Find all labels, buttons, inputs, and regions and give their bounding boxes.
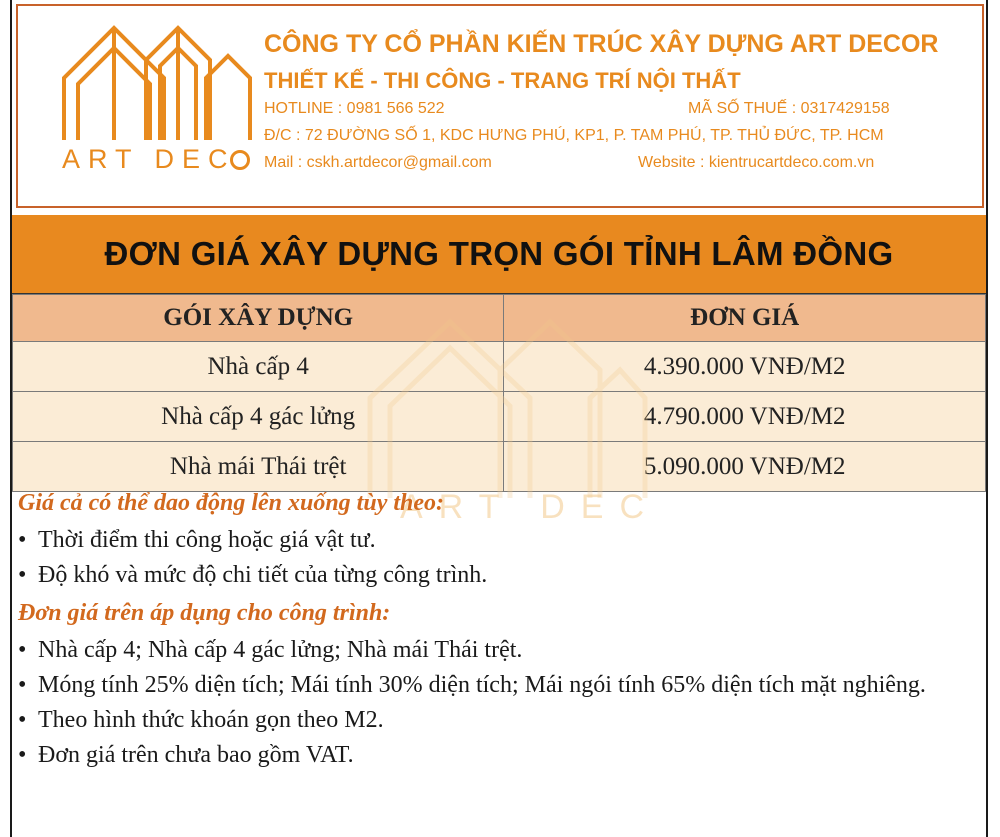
company-header bbox=[16, 4, 984, 208]
list-item: • Nhà cấp 4; Nhà cấp 4 gác lửng; Nhà mái Thái trệt. bbox=[18, 634, 978, 667]
list-item: • Thời điểm thi công hoặc giá vật tư. bbox=[18, 524, 978, 557]
list-item: • Theo hình thức khoán gọn theo M2. bbox=[18, 704, 978, 737]
price-table bbox=[12, 294, 986, 492]
bullet: • bbox=[18, 562, 27, 588]
logo-o-mark-icon bbox=[230, 150, 250, 170]
note-heading-applies-to: Đơn giá trên áp dụng cho công trình: bbox=[18, 600, 391, 626]
watermark-text: ART DEC bbox=[400, 488, 661, 526]
list-item: • Móng tính 25% diện tích; Mái tính 30% diện tích; Mái ngói tính 65% diện tích mặt nghiêng. bbox=[18, 669, 978, 702]
bullet: • bbox=[18, 527, 27, 553]
address: Đ/C : 72 ĐƯỜNG SỐ 1, KDC HƯNG PHÚ, KP1, P. TAM PHÚ, TP. THỦ ĐỨC, TP. HCM bbox=[264, 127, 884, 144]
email: Mail : cskh.artdecor@gmail.com bbox=[264, 154, 492, 171]
bullet: • bbox=[18, 672, 27, 698]
price-cell: 4.790.000 VNĐ/M2 bbox=[504, 392, 986, 442]
tax-code: MÃ SỐ THUẾ : 0317429158 bbox=[688, 100, 890, 117]
table-row bbox=[13, 342, 986, 392]
bullet: • bbox=[18, 637, 27, 663]
list-item: • Độ khó và mức độ chi tiết của từng công trình. bbox=[18, 559, 978, 592]
package-cell: Nhà cấp 4 bbox=[13, 342, 504, 392]
bullet: • bbox=[18, 707, 27, 733]
notes-section bbox=[18, 484, 978, 774]
package-cell: Nhà cấp 4 gác lửng bbox=[13, 392, 504, 442]
table-header-row bbox=[13, 295, 986, 342]
price-cell: 5.090.000 VNĐ/M2 bbox=[504, 442, 986, 492]
package-cell: Nhà mái Thái trệt bbox=[13, 442, 504, 492]
price-cell: 4.390.000 VNĐ/M2 bbox=[504, 342, 986, 392]
list-item: • Đơn giá trên chưa bao gồm VAT. bbox=[18, 739, 978, 772]
hotline: HOTLINE : 0981 566 522 bbox=[264, 100, 445, 117]
note-heading-price-variation: Giá cả có thể dao động lên xuống tùy theo: bbox=[18, 490, 445, 516]
website: Website : kientrucartdeco.com.vn bbox=[638, 154, 875, 171]
page-title: ĐƠN GIÁ XÂY DỰNG TRỌN GÓI TỈNH LÂM ĐỒNG bbox=[104, 235, 894, 272]
logo-wordmark: ART DEC bbox=[62, 144, 262, 175]
bullet: • bbox=[18, 742, 27, 768]
column-header-package: GÓI XÂY DỰNG bbox=[13, 295, 504, 342]
company-slogan: THIẾT KẾ - THI CÔNG - TRANG TRÍ NỘI THẤT bbox=[264, 68, 741, 93]
column-header-price: ĐƠN GIÁ bbox=[504, 295, 986, 342]
company-name: CÔNG TY CỔ PHẦN KIẾN TRÚC XÂY DỰNG ART DECOR bbox=[264, 30, 939, 58]
table-row bbox=[13, 392, 986, 442]
title-band bbox=[12, 215, 986, 294]
